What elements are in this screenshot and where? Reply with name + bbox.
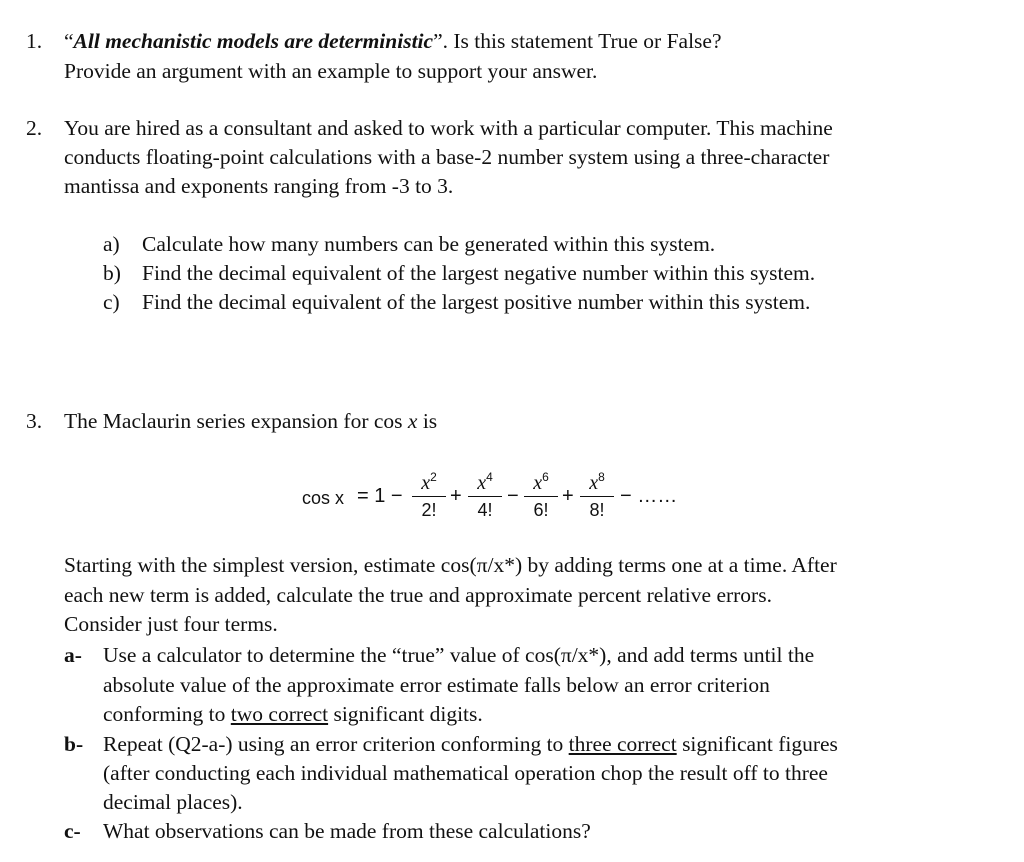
question-3-paragraph-line-1: Starting with the simplest version, estimate cos(π/x*) by adding terms one at a time. After — [64, 553, 837, 577]
term-x2-over-2 — [412, 466, 446, 521]
part-a-line-1: Use a calculator to determine the “true” value of cos(π/x*), and add terms until the — [103, 643, 815, 667]
question-2-item-label: b) — [103, 261, 121, 285]
question-2-line-3: mantissa and exponents ranging from -3 to 3. — [64, 174, 454, 198]
text-fragment: Repeat (Q2-a-) using an error criterion conforming to — [103, 732, 569, 756]
term-numerator: x — [589, 472, 599, 494]
question-3-number: 3. — [26, 409, 43, 433]
formula-tail: − …… — [620, 485, 678, 507]
term-exponent: 6 — [542, 470, 549, 484]
term-numerator: x — [421, 472, 431, 494]
term-denominator: 8! — [589, 500, 605, 520]
term-exponent: 8 — [598, 470, 605, 484]
text-fragment: significant figures — [676, 732, 838, 756]
intro-end: is — [422, 409, 438, 433]
part-a-line-2: absolute value of the approximate error estimate falls below an error criterion — [103, 673, 770, 697]
question-2-item-b: Find the decimal equivalent of the largest negative number within this system. — [142, 261, 816, 285]
question-3-intro — [64, 407, 437, 436]
intro-variable: x — [407, 409, 418, 433]
question-2-line-1: You are hired as a consultant and asked to work with a particular computer. This machine — [64, 116, 833, 140]
formula-op: + — [562, 485, 574, 507]
part-label: b- — [64, 732, 84, 756]
part-label: c- — [64, 819, 81, 843]
part-b-line-3: decimal places). — [103, 790, 243, 814]
underlined-text: three correct — [568, 732, 677, 756]
question-2-item-c: Find the decimal equivalent of the largest positive number within this system. — [142, 290, 811, 314]
intro-text: The Maclaurin series expansion for cos — [64, 409, 403, 433]
part-label: a- — [64, 643, 82, 667]
question-2-item-label: c) — [103, 290, 120, 314]
question-2-item-a: Calculate how many numbers can be generated within this system. — [142, 232, 716, 256]
term-numerator: x — [477, 472, 487, 494]
term-x8-over-8 — [580, 466, 614, 521]
part-a-line-3 — [103, 700, 483, 729]
question-2-line-2: conducts floating-point calculations with a base-2 number system using a three-character — [64, 145, 830, 169]
question-3-paragraph-line-3: Consider just four terms. — [64, 612, 278, 636]
term-denominator: 2! — [421, 500, 437, 520]
part-b-line-2: (after conducting each individual mathematical operation chop the result off to three — [103, 761, 828, 785]
question-2-number: 2. — [26, 116, 43, 140]
question-2-item-label: a) — [103, 232, 120, 256]
term-denominator: 6! — [533, 500, 549, 520]
formula-equals-one: = 1 − — [357, 485, 403, 507]
close-quote: ” — [433, 29, 443, 53]
underlined-text: two correct — [230, 702, 329, 726]
term-x4-over-4 — [468, 466, 502, 521]
term-denominator: 4! — [477, 500, 493, 520]
formula-lhs: cos x — [302, 488, 345, 508]
formula-op: − — [507, 485, 519, 507]
term-x6-over-6 — [524, 466, 558, 521]
term-numerator: x — [533, 472, 543, 494]
formula-op: + — [450, 485, 462, 507]
open-quote: “ — [64, 29, 74, 53]
part-b-line-1 — [103, 730, 838, 759]
term-exponent: 2 — [430, 470, 437, 484]
part-c-line-1: What observations can be made from these calculations? — [103, 819, 591, 843]
quoted-statement: All mechanistic models are deterministic — [73, 29, 434, 53]
term-exponent: 4 — [486, 470, 493, 484]
question-3-paragraph-line-2: each new term is added, calculate the true and approximate percent relative errors. — [64, 583, 772, 607]
question-1-line-2: Provide an argument with an example to support your answer. — [64, 59, 598, 83]
text-fragment: significant digits. — [328, 702, 483, 726]
text-fragment: conforming to — [103, 702, 231, 726]
question-1-rest: . Is this statement True or False? — [442, 29, 722, 53]
question-1-number: 1. — [26, 29, 43, 53]
question-1-line-1 — [64, 27, 722, 56]
